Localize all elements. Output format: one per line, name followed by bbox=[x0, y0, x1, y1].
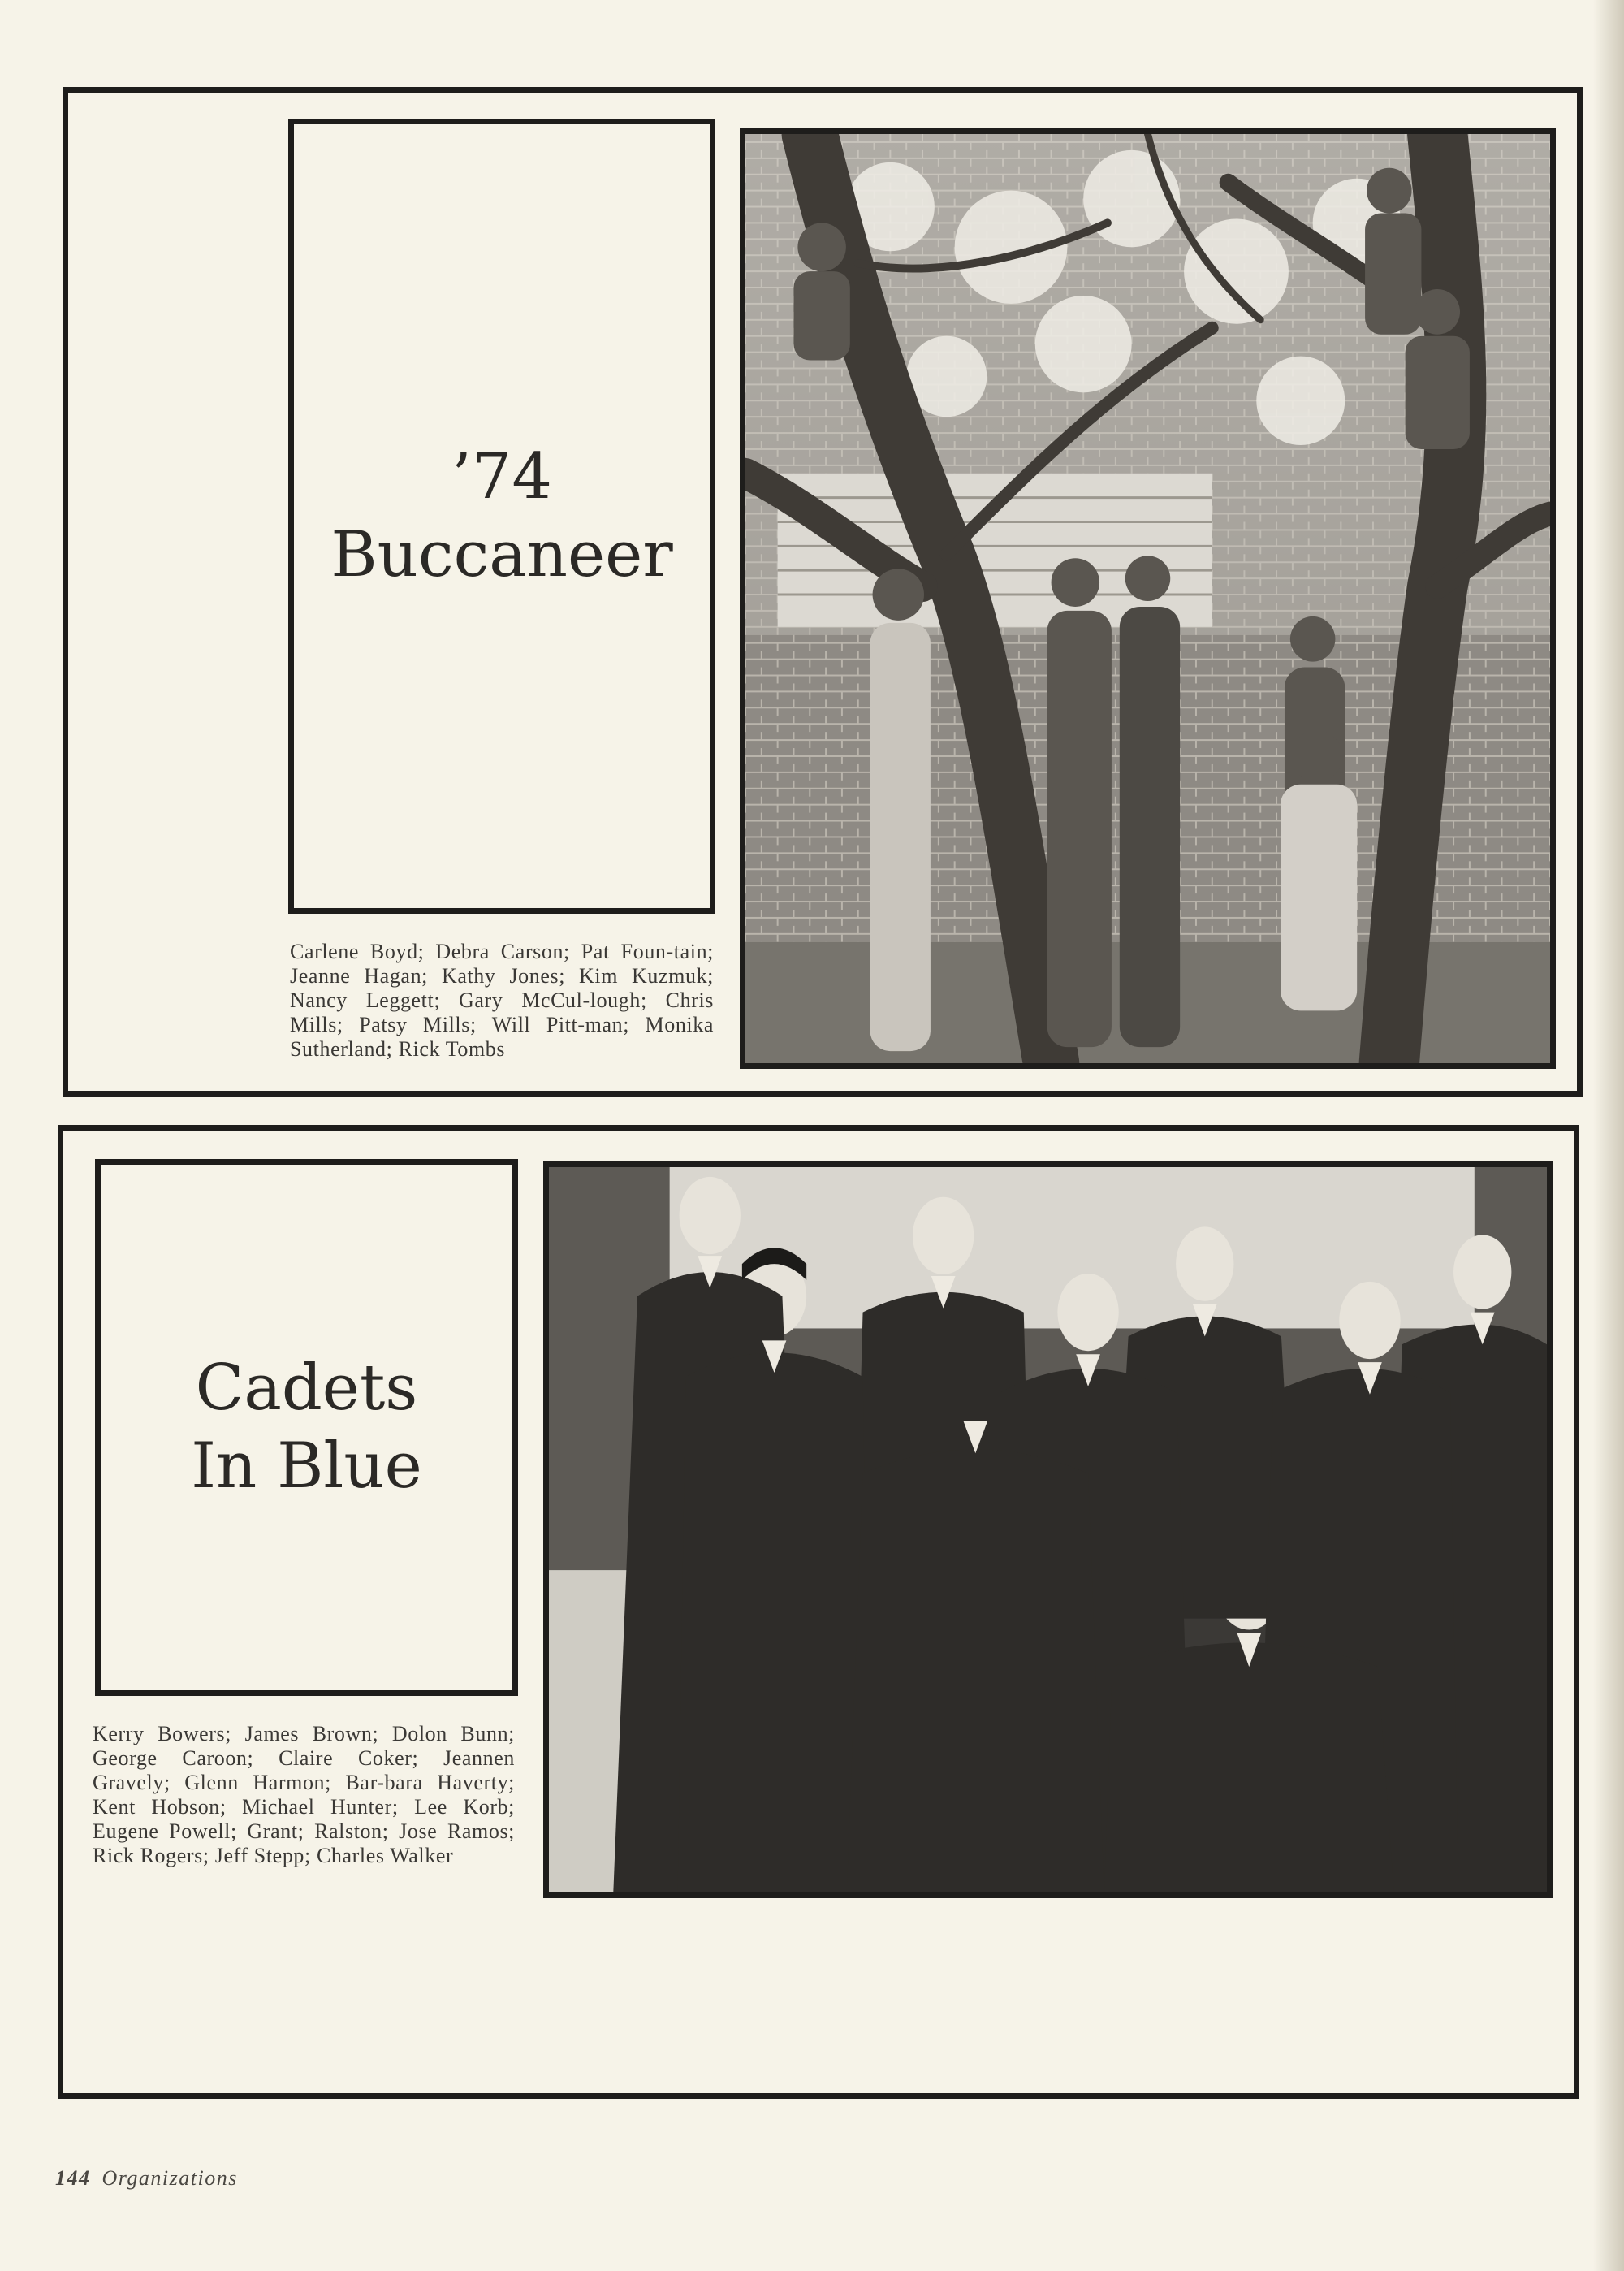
page-number: 144 bbox=[55, 2166, 91, 2190]
buccaneer-member-list: Carlene Boyd; Debra Carson; Pat Foun-tain; Jeanne Hagan; Kathy Jones; Kim Kuzmuk; Nancy Leggett; Gary McCul-lough; Chris Mills; Patsy Mills; Will Pitt-man; Monika Sutherland; Rick Tombs bbox=[290, 940, 714, 1061]
cadets-photo-image bbox=[549, 1167, 1547, 1892]
cadets-title-box bbox=[95, 1159, 518, 1696]
buccaneer-title-name: Buccaneer bbox=[330, 517, 673, 591]
cadets-group-photo bbox=[543, 1161, 1553, 1898]
buccaneer-photo-image bbox=[745, 134, 1550, 1063]
page-gutter-shadow bbox=[1593, 0, 1624, 2271]
page-folio bbox=[55, 2166, 238, 2191]
buccaneer-title-box bbox=[288, 119, 715, 914]
cadets-title-line-2: In Blue bbox=[191, 1429, 422, 1503]
section-name: Organizations bbox=[102, 2166, 238, 2190]
buccaneer-group-photo bbox=[740, 128, 1556, 1069]
buccaneer-title-year: ’74 bbox=[451, 440, 553, 514]
cadets-member-list: Kerry Bowers; James Brown; Dolon Bunn; George Caroon; Claire Coker; Jeannen Gravely; Glenn Harmon; Bar-bara Haverty; Kent Hobson; Michael Hunter; Lee Korb; Eugene Powell; Grant; Ralston; Jose Ramos; Rick Rogers; Jeff Stepp; Charles Walker bbox=[93, 1722, 515, 1867]
cadets-title-line-1: Cadets bbox=[195, 1352, 418, 1425]
